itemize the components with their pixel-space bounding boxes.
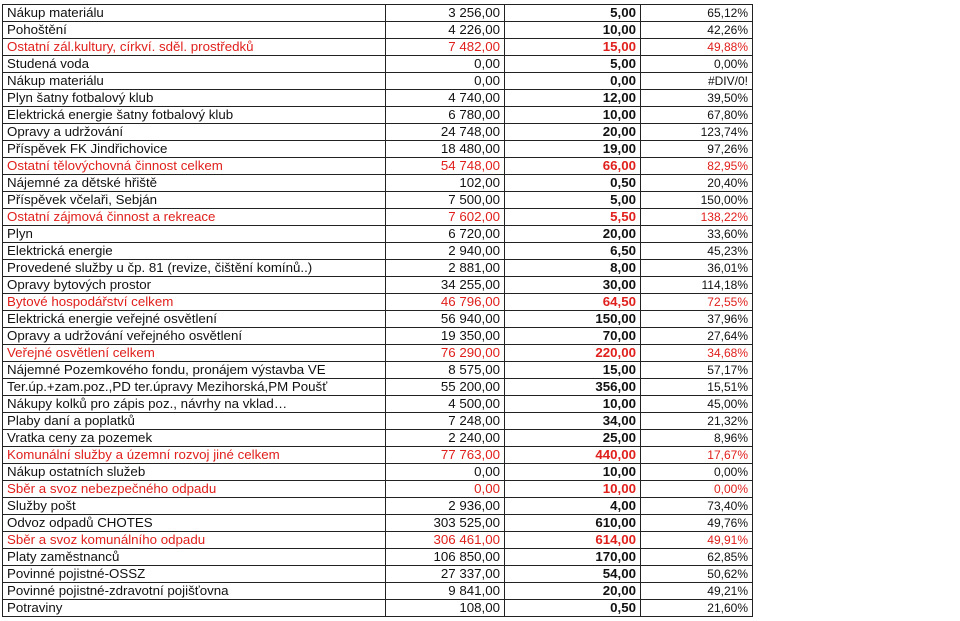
row-amount-cell[interactable]: 7 500,00	[386, 192, 505, 209]
row-name-cell[interactable]: Příspěvek FK Jindřichovice	[3, 141, 386, 158]
table-row	[3, 22, 753, 39]
table-row	[3, 73, 753, 90]
table-row	[3, 39, 753, 56]
table-row	[3, 277, 753, 294]
row-percent-cell[interactable]: 49,21%	[641, 583, 753, 600]
table-row	[3, 532, 753, 549]
row-factor-cell[interactable]: 614,00	[505, 532, 641, 549]
row-factor-cell[interactable]: 0,50	[505, 175, 641, 192]
table-row	[3, 56, 753, 73]
row-percent-cell[interactable]: 0,00%	[641, 56, 753, 73]
row-factor-cell[interactable]: 30,00	[505, 277, 641, 294]
row-name-cell[interactable]: Ostatní zál.kultury, církví. sděl. prostředků	[3, 39, 386, 56]
row-amount-cell[interactable]: 0,00	[386, 481, 505, 498]
row-amount-cell[interactable]: 46 796,00	[386, 294, 505, 311]
row-percent-cell[interactable]: 49,88%	[641, 39, 753, 56]
row-name-cell[interactable]: Nákup materiálu	[3, 73, 386, 90]
row-factor-cell[interactable]: 150,00	[505, 311, 641, 328]
row-name-cell[interactable]: Platy zaměstnanců	[3, 549, 386, 566]
row-amount-cell[interactable]: 4 740,00	[386, 90, 505, 107]
row-percent-cell[interactable]: 45,23%	[641, 243, 753, 260]
row-factor-cell[interactable]: 54,00	[505, 566, 641, 583]
row-factor-cell[interactable]: 10,00	[505, 481, 641, 498]
row-factor-cell[interactable]: 4,00	[505, 498, 641, 515]
row-factor-cell[interactable]: 8,00	[505, 260, 641, 277]
row-name-cell[interactable]: Sběr a svoz komunálního odpadu	[3, 532, 386, 549]
row-amount-cell[interactable]: 55 200,00	[386, 379, 505, 396]
row-percent-cell[interactable]: 17,67%	[641, 447, 753, 464]
row-name-cell[interactable]: Nákupy kolků pro zápis poz., návrhy na vklad…	[3, 396, 386, 413]
row-amount-cell[interactable]: 4 226,00	[386, 22, 505, 39]
row-factor-cell[interactable]: 5,00	[505, 5, 641, 22]
row-amount-cell[interactable]: 76 290,00	[386, 345, 505, 362]
table-row	[3, 464, 753, 481]
row-amount-cell[interactable]: 0,00	[386, 464, 505, 481]
row-amount-cell[interactable]: 3 256,00	[386, 5, 505, 22]
row-name-cell[interactable]: Příspěvek včelaři, Sebján	[3, 192, 386, 209]
row-name-cell[interactable]: Studená voda	[3, 56, 386, 73]
table-row	[3, 328, 753, 345]
row-amount-cell[interactable]: 56 940,00	[386, 311, 505, 328]
row-amount-cell[interactable]: 8 575,00	[386, 362, 505, 379]
row-name-cell[interactable]: Elektrická energie	[3, 243, 386, 260]
table-row	[3, 107, 753, 124]
row-amount-cell[interactable]: 2 240,00	[386, 430, 505, 447]
row-percent-cell[interactable]: 50,62%	[641, 566, 753, 583]
row-percent-cell[interactable]: 114,18%	[641, 277, 753, 294]
row-name-cell[interactable]: Provedené služby u čp. 81 (revize, čištění komínů..)	[3, 260, 386, 277]
row-factor-cell[interactable]: 34,00	[505, 413, 641, 430]
table-row	[3, 583, 753, 600]
row-percent-cell[interactable]: 72,55%	[641, 294, 753, 311]
row-name-cell[interactable]: Opravy bytových prostor	[3, 277, 386, 294]
row-factor-cell[interactable]: 0,50	[505, 600, 641, 617]
row-amount-cell[interactable]: 18 480,00	[386, 141, 505, 158]
row-name-cell[interactable]: Opravy a udržování veřejného osvětlení	[3, 328, 386, 345]
row-name-cell[interactable]: Komunální služby a územní rozvoj jiné celkem	[3, 447, 386, 464]
row-amount-cell[interactable]: 102,00	[386, 175, 505, 192]
row-amount-cell[interactable]: 303 525,00	[386, 515, 505, 532]
row-amount-cell[interactable]: 4 500,00	[386, 396, 505, 413]
row-factor-cell[interactable]: 220,00	[505, 345, 641, 362]
row-percent-cell[interactable]: 67,80%	[641, 107, 753, 124]
table-row	[3, 498, 753, 515]
row-name-cell[interactable]: Nákup ostatních služeb	[3, 464, 386, 481]
row-name-cell[interactable]: Nájemné Pozemkového fondu, pronájem výstavba VE	[3, 362, 386, 379]
row-percent-cell[interactable]: 34,68%	[641, 345, 753, 362]
row-name-cell[interactable]: Povinné pojistné-OSSZ	[3, 566, 386, 583]
row-percent-cell[interactable]: 65,12%	[641, 5, 753, 22]
row-factor-cell[interactable]: 10,00	[505, 107, 641, 124]
row-name-cell[interactable]: Plaby daní a poplatků	[3, 413, 386, 430]
row-amount-cell[interactable]: 6 780,00	[386, 107, 505, 124]
row-percent-cell[interactable]: 21,32%	[641, 413, 753, 430]
table-row	[3, 566, 753, 583]
row-amount-cell[interactable]: 9 841,00	[386, 583, 505, 600]
row-percent-cell[interactable]: 150,00%	[641, 192, 753, 209]
row-percent-cell[interactable]: 39,50%	[641, 90, 753, 107]
row-name-cell[interactable]: Vratka ceny za pozemek	[3, 430, 386, 447]
row-percent-cell[interactable]: 27,64%	[641, 328, 753, 345]
row-name-cell[interactable]: Ostatní zájmová činnost a rekreace	[3, 209, 386, 226]
table-row	[3, 158, 753, 175]
row-name-cell[interactable]: Povinné pojistné-zdravotní pojišťovna	[3, 583, 386, 600]
row-percent-cell[interactable]: 8,96%	[641, 430, 753, 447]
row-percent-cell[interactable]: 36,01%	[641, 260, 753, 277]
table-row	[3, 379, 753, 396]
row-factor-cell[interactable]: 10,00	[505, 396, 641, 413]
row-factor-cell[interactable]: 5,50	[505, 209, 641, 226]
row-factor-cell[interactable]: 12,00	[505, 90, 641, 107]
row-factor-cell[interactable]: 64,50	[505, 294, 641, 311]
row-name-cell[interactable]: Nájemné za dětské hřiště	[3, 175, 386, 192]
row-amount-cell[interactable]: 27 337,00	[386, 566, 505, 583]
row-amount-cell[interactable]: 34 255,00	[386, 277, 505, 294]
row-percent-cell[interactable]: 62,85%	[641, 549, 753, 566]
table-row	[3, 294, 753, 311]
row-percent-cell[interactable]: 0,00%	[641, 464, 753, 481]
row-amount-cell[interactable]: 2 936,00	[386, 498, 505, 515]
row-name-cell[interactable]: Elektrická energie šatny fotbalový klub	[3, 107, 386, 124]
table-row	[3, 124, 753, 141]
row-percent-cell[interactable]: 20,40%	[641, 175, 753, 192]
row-factor-cell[interactable]: 25,00	[505, 430, 641, 447]
row-factor-cell[interactable]: 5,00	[505, 56, 641, 73]
row-percent-cell[interactable]: 45,00%	[641, 396, 753, 413]
row-name-cell[interactable]: Plyn	[3, 226, 386, 243]
row-percent-cell[interactable]: 21,60%	[641, 600, 753, 617]
row-factor-cell[interactable]: 20,00	[505, 583, 641, 600]
row-percent-cell[interactable]: 73,40%	[641, 498, 753, 515]
row-name-cell[interactable]: Sběr a svoz nebezpečného odpadu	[3, 481, 386, 498]
table-row	[3, 175, 753, 192]
table-row	[3, 430, 753, 447]
row-name-cell[interactable]: Elektrická energie veřejné osvětlení	[3, 311, 386, 328]
table-row	[3, 345, 753, 362]
row-amount-cell[interactable]: 7 248,00	[386, 413, 505, 430]
row-amount-cell[interactable]: 7 602,00	[386, 209, 505, 226]
row-percent-cell[interactable]: 49,76%	[641, 515, 753, 532]
row-name-cell[interactable]: Nákup materiálu	[3, 5, 386, 22]
table-row	[3, 362, 753, 379]
row-name-cell[interactable]: Ostatní tělovýchovná činnost celkem	[3, 158, 386, 175]
row-percent-cell[interactable]: 49,91%	[641, 532, 753, 549]
table-row	[3, 90, 753, 107]
row-name-cell[interactable]: Pohoštění	[3, 22, 386, 39]
row-factor-cell[interactable]: 15,00	[505, 39, 641, 56]
row-percent-cell[interactable]: 138,22%	[641, 209, 753, 226]
table-row	[3, 600, 753, 617]
row-name-cell[interactable]: Potraviny	[3, 600, 386, 617]
row-factor-cell[interactable]: 610,00	[505, 515, 641, 532]
table-row	[3, 226, 753, 243]
row-name-cell[interactable]: Plyn šatny fotbalový klub	[3, 90, 386, 107]
row-percent-cell[interactable]: 97,26%	[641, 141, 753, 158]
row-factor-cell[interactable]: 66,00	[505, 158, 641, 175]
row-amount-cell[interactable]: 106 850,00	[386, 549, 505, 566]
row-factor-cell[interactable]: 15,00	[505, 362, 641, 379]
row-name-cell[interactable]: Ter.úp.+zam.poz.,PD ter.úpravy Mezihorská,PM Poušť	[3, 379, 386, 396]
budget-table	[2, 4, 753, 617]
table-row	[3, 260, 753, 277]
row-factor-cell[interactable]: 0,00	[505, 73, 641, 90]
row-amount-cell[interactable]: 2 940,00	[386, 243, 505, 260]
table-row	[3, 549, 753, 566]
row-factor-cell[interactable]: 356,00	[505, 379, 641, 396]
row-percent-cell[interactable]: #DIV/0!	[641, 73, 753, 90]
row-amount-cell[interactable]: 6 720,00	[386, 226, 505, 243]
table-row	[3, 243, 753, 260]
row-percent-cell[interactable]: 15,51%	[641, 379, 753, 396]
row-amount-cell[interactable]: 7 482,00	[386, 39, 505, 56]
table-body	[3, 5, 753, 617]
row-factor-cell[interactable]: 20,00	[505, 124, 641, 141]
row-percent-cell[interactable]: 33,60%	[641, 226, 753, 243]
row-name-cell[interactable]: Odvoz odpadů CHOTES	[3, 515, 386, 532]
row-amount-cell[interactable]: 0,00	[386, 73, 505, 90]
row-amount-cell[interactable]: 77 763,00	[386, 447, 505, 464]
row-factor-cell[interactable]: 5,00	[505, 192, 641, 209]
row-factor-cell[interactable]: 10,00	[505, 464, 641, 481]
row-amount-cell[interactable]: 306 461,00	[386, 532, 505, 549]
table-row	[3, 311, 753, 328]
table-row	[3, 141, 753, 158]
row-factor-cell[interactable]: 10,00	[505, 22, 641, 39]
row-factor-cell[interactable]: 170,00	[505, 549, 641, 566]
row-factor-cell[interactable]: 440,00	[505, 447, 641, 464]
row-name-cell[interactable]: Bytové hospodářství celkem	[3, 294, 386, 311]
row-factor-cell[interactable]: 70,00	[505, 328, 641, 345]
row-amount-cell[interactable]: 19 350,00	[386, 328, 505, 345]
table-row	[3, 192, 753, 209]
table-row	[3, 396, 753, 413]
table-row	[3, 5, 753, 22]
row-factor-cell[interactable]: 20,00	[505, 226, 641, 243]
row-amount-cell[interactable]: 108,00	[386, 600, 505, 617]
row-percent-cell[interactable]: 123,74%	[641, 124, 753, 141]
row-name-cell[interactable]: Služby pošt	[3, 498, 386, 515]
row-amount-cell[interactable]: 24 748,00	[386, 124, 505, 141]
row-name-cell[interactable]: Opravy a udržování	[3, 124, 386, 141]
table-row	[3, 515, 753, 532]
row-factor-cell[interactable]: 6,50	[505, 243, 641, 260]
row-percent-cell[interactable]: 82,95%	[641, 158, 753, 175]
row-amount-cell[interactable]: 0,00	[386, 56, 505, 73]
row-percent-cell[interactable]: 42,26%	[641, 22, 753, 39]
row-name-cell[interactable]: Veřejné osvětlení celkem	[3, 345, 386, 362]
row-percent-cell[interactable]: 57,17%	[641, 362, 753, 379]
row-percent-cell[interactable]: 0,00%	[641, 481, 753, 498]
row-amount-cell[interactable]: 2 881,00	[386, 260, 505, 277]
row-percent-cell[interactable]: 37,96%	[641, 311, 753, 328]
table-row	[3, 447, 753, 464]
row-amount-cell[interactable]: 54 748,00	[386, 158, 505, 175]
table-row	[3, 209, 753, 226]
table-row	[3, 481, 753, 498]
row-factor-cell[interactable]: 19,00	[505, 141, 641, 158]
table-row	[3, 413, 753, 430]
